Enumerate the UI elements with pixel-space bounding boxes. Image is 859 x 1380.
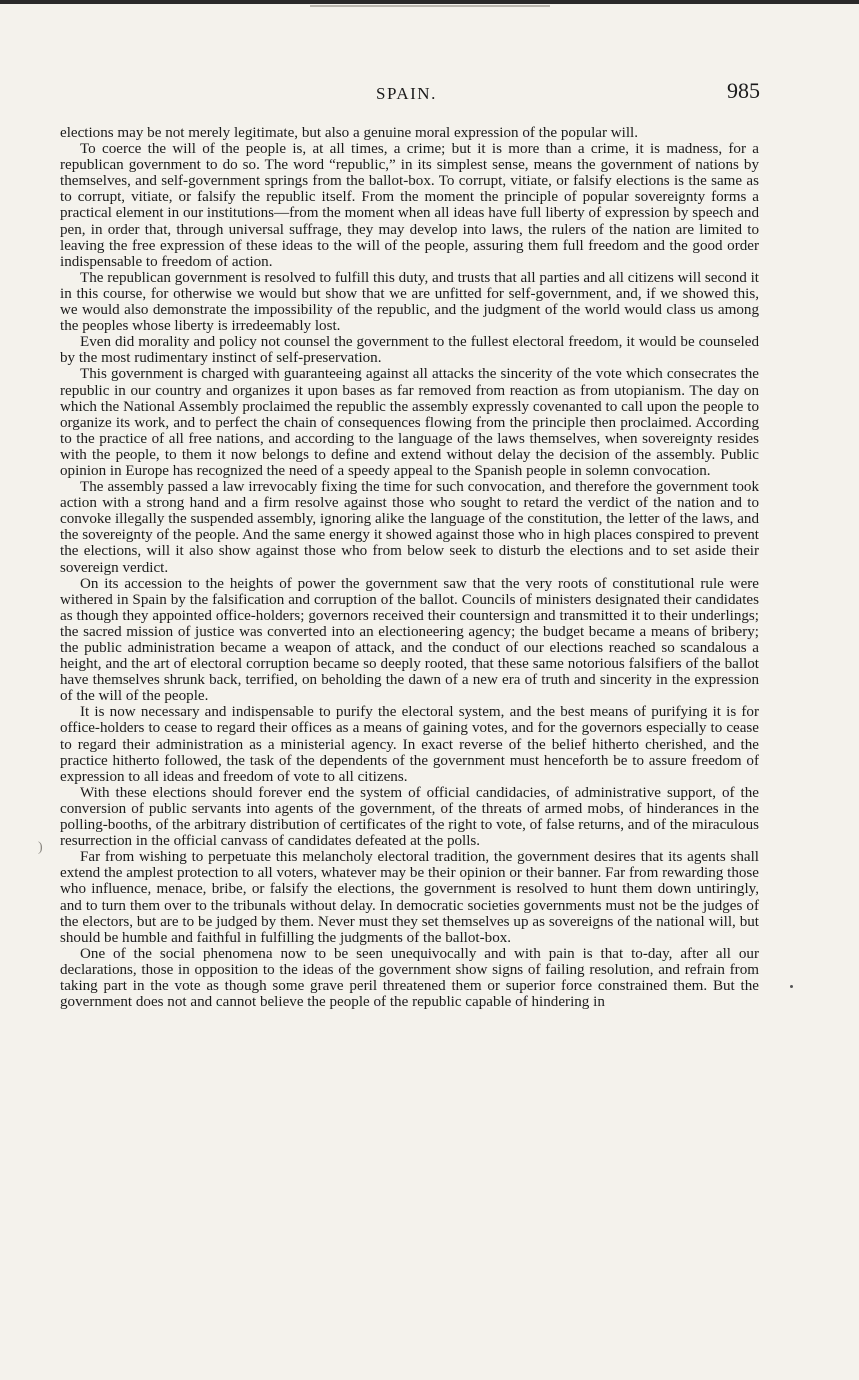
paragraph: elections may be not merely legitimate, but also a genuine moral expression of the popular will. <box>60 125 639 141</box>
paragraph: One of the social phenomena now to be seen unequivocally and with pain is that to-day, after all our declarations, those in opposition to the ideas of the government show signs of failing resolution, and refrain from taking part in the vote as though some grave peril threatened them or superior force constrained them. But the government does not and cannot believe the people of the republic capable of hindering in <box>60 945 759 1011</box>
margin-mark: ) <box>38 840 43 855</box>
body-text <box>60 125 759 1010</box>
margin-dot <box>790 985 793 988</box>
paragraph: The republican government is resolved to fulfill this duty, and trusts that all parties and all citizens will second it in this course, for otherwise we would but show that we are unfitted for self-government, and, if we showed this, we would also demonstrate the impossibility of the republic, and the judgment of the world would class us among the peoples whose liberty is irredeemably lost. <box>60 269 759 335</box>
paragraph: It is now necessary and indispensable to purify the electoral system, and the best means of purifying it is for office-holders to cease to regard their offices as a means of gaining votes, and for the governors especially to cease to regard their administration as a ministerial agency. In exact reverse of the belief hitherto cherished, and the practice hitherto followed, the task of the dependents of the government must henceforth be to assure freedom of expression to all ideas and freedom of vote to all citizens. <box>60 704 759 785</box>
paragraph: The assembly passed a law irrevocably fixing the time for such convocation, and therefore the government took action with a strong hand and a firm resolve against those who sought to retard the verdict of the nation and to convoke illegally the suspended assembly, ignoring alike the language of the constitution, the letter of the laws, and the sovereignty of the people. And the same energy it showed against those who in high places conspired to prevent the elections, will it also show against those who from below seek to disturb the elections and to set aside their sovereign verdict. <box>60 479 759 576</box>
paragraph: To coerce the will of the people is, at all times, a crime; but it is more than a crime, it is madness, for a republican government to do so. The word “republic,” in its simplest sense, means the government of nations by themselves, and self-government springs from the ballot-box. To corrupt, vitiate, or falsify elections is the same as to corrupt, vitiate, or falsify the republic itself. From the moment the principle of popular sovereignty forms a practical element in our institutions—from the moment when all ideas have full liberty of expression by speech and pen, in order that, through universal suffrage, they may develop into laws, the rulers of the nation are limited to leaving the free expression of these ideas to the will of the people, assuring them full freedom and the good order indispensable to freedom of action. <box>60 141 759 270</box>
top-page-rule <box>0 0 859 4</box>
paragraph: Even did morality and policy not counsel the government to the fullest electoral freedom, it would be counseled by the most rudimentary instinct of self-preservation. <box>60 334 759 367</box>
running-head <box>60 78 760 108</box>
paragraph: On its accession to the heights of power the government saw that the very roots of constitutional rule were withered in Spain by the falsification and corruption of the ballot. Councils of ministers designated their candidates as though they appointed office-holders; governors received their countersign and transmitted it to their underlings; the sacred mission of justice was converted into an electioneering agency; the budget became a means of bribery; the public administration became a weapon of attack, and the conduct of our elections reached so scandalous a height, and the art of electoral corruption became so deeply rooted, that these same notorious falsifiers of the ballot have themselves shrunk back, terrified, on beholding the dawn of a new era of truth and sincerity in the expression of the will of the people. <box>60 575 759 705</box>
faint-scan-mark <box>310 5 550 7</box>
paragraph: Far from wishing to perpetuate this melancholy electoral tradition, the government desires that its agents shall extend the amplest protection to all voters, whatever may be their opinion or their banner. Far from rewarding those who influence, menace, bribe, or falsify the elections, the government is resolved to hunt them down untiringly, and to turn them over to the tribunals without delay. In democratic societies governments must not be the judges of the electors, but are to be judged by them. Never must they set themselves up as sovereigns of the national will, but should be humble and faithful in fulfilling the judgments of the ballot-box. <box>60 849 759 946</box>
paragraph: With these elections should forever end the system of official candidacies, of administrative support, of the conversion of public servants into agents of the government, of the threats of armed mobs, of hinderances in the polling-booths, of the arbitrary distribution of certificates of the right to vote, of false returns, and of the miraculous resurrection in the official canvass of candidates defeated at the polls. <box>60 784 759 850</box>
paragraph: This government is charged with guaranteeing against all attacks the sincerity of the vote which consecrates the republic in our country and organizes it upon bases as far removed from reaction as from utopianism. The day on which the National Assembly proclaimed the republic the assembly expressly covenanted to call upon the people to organize its work, and to perfect the chain of consequences flowing from the principle then proclaimed. According to the practice of all free nations, and according to the language of the laws themselves, when sovereignty resides with the people, to them it now belongs to define and extend without delay the decision of the assembly. Public opinion in Europe has recognized the need of a speedy appeal to the Spanish people in solemn convocation. <box>60 366 759 479</box>
running-title: SPAIN. <box>376 84 437 103</box>
page-number: 985 <box>727 78 760 103</box>
